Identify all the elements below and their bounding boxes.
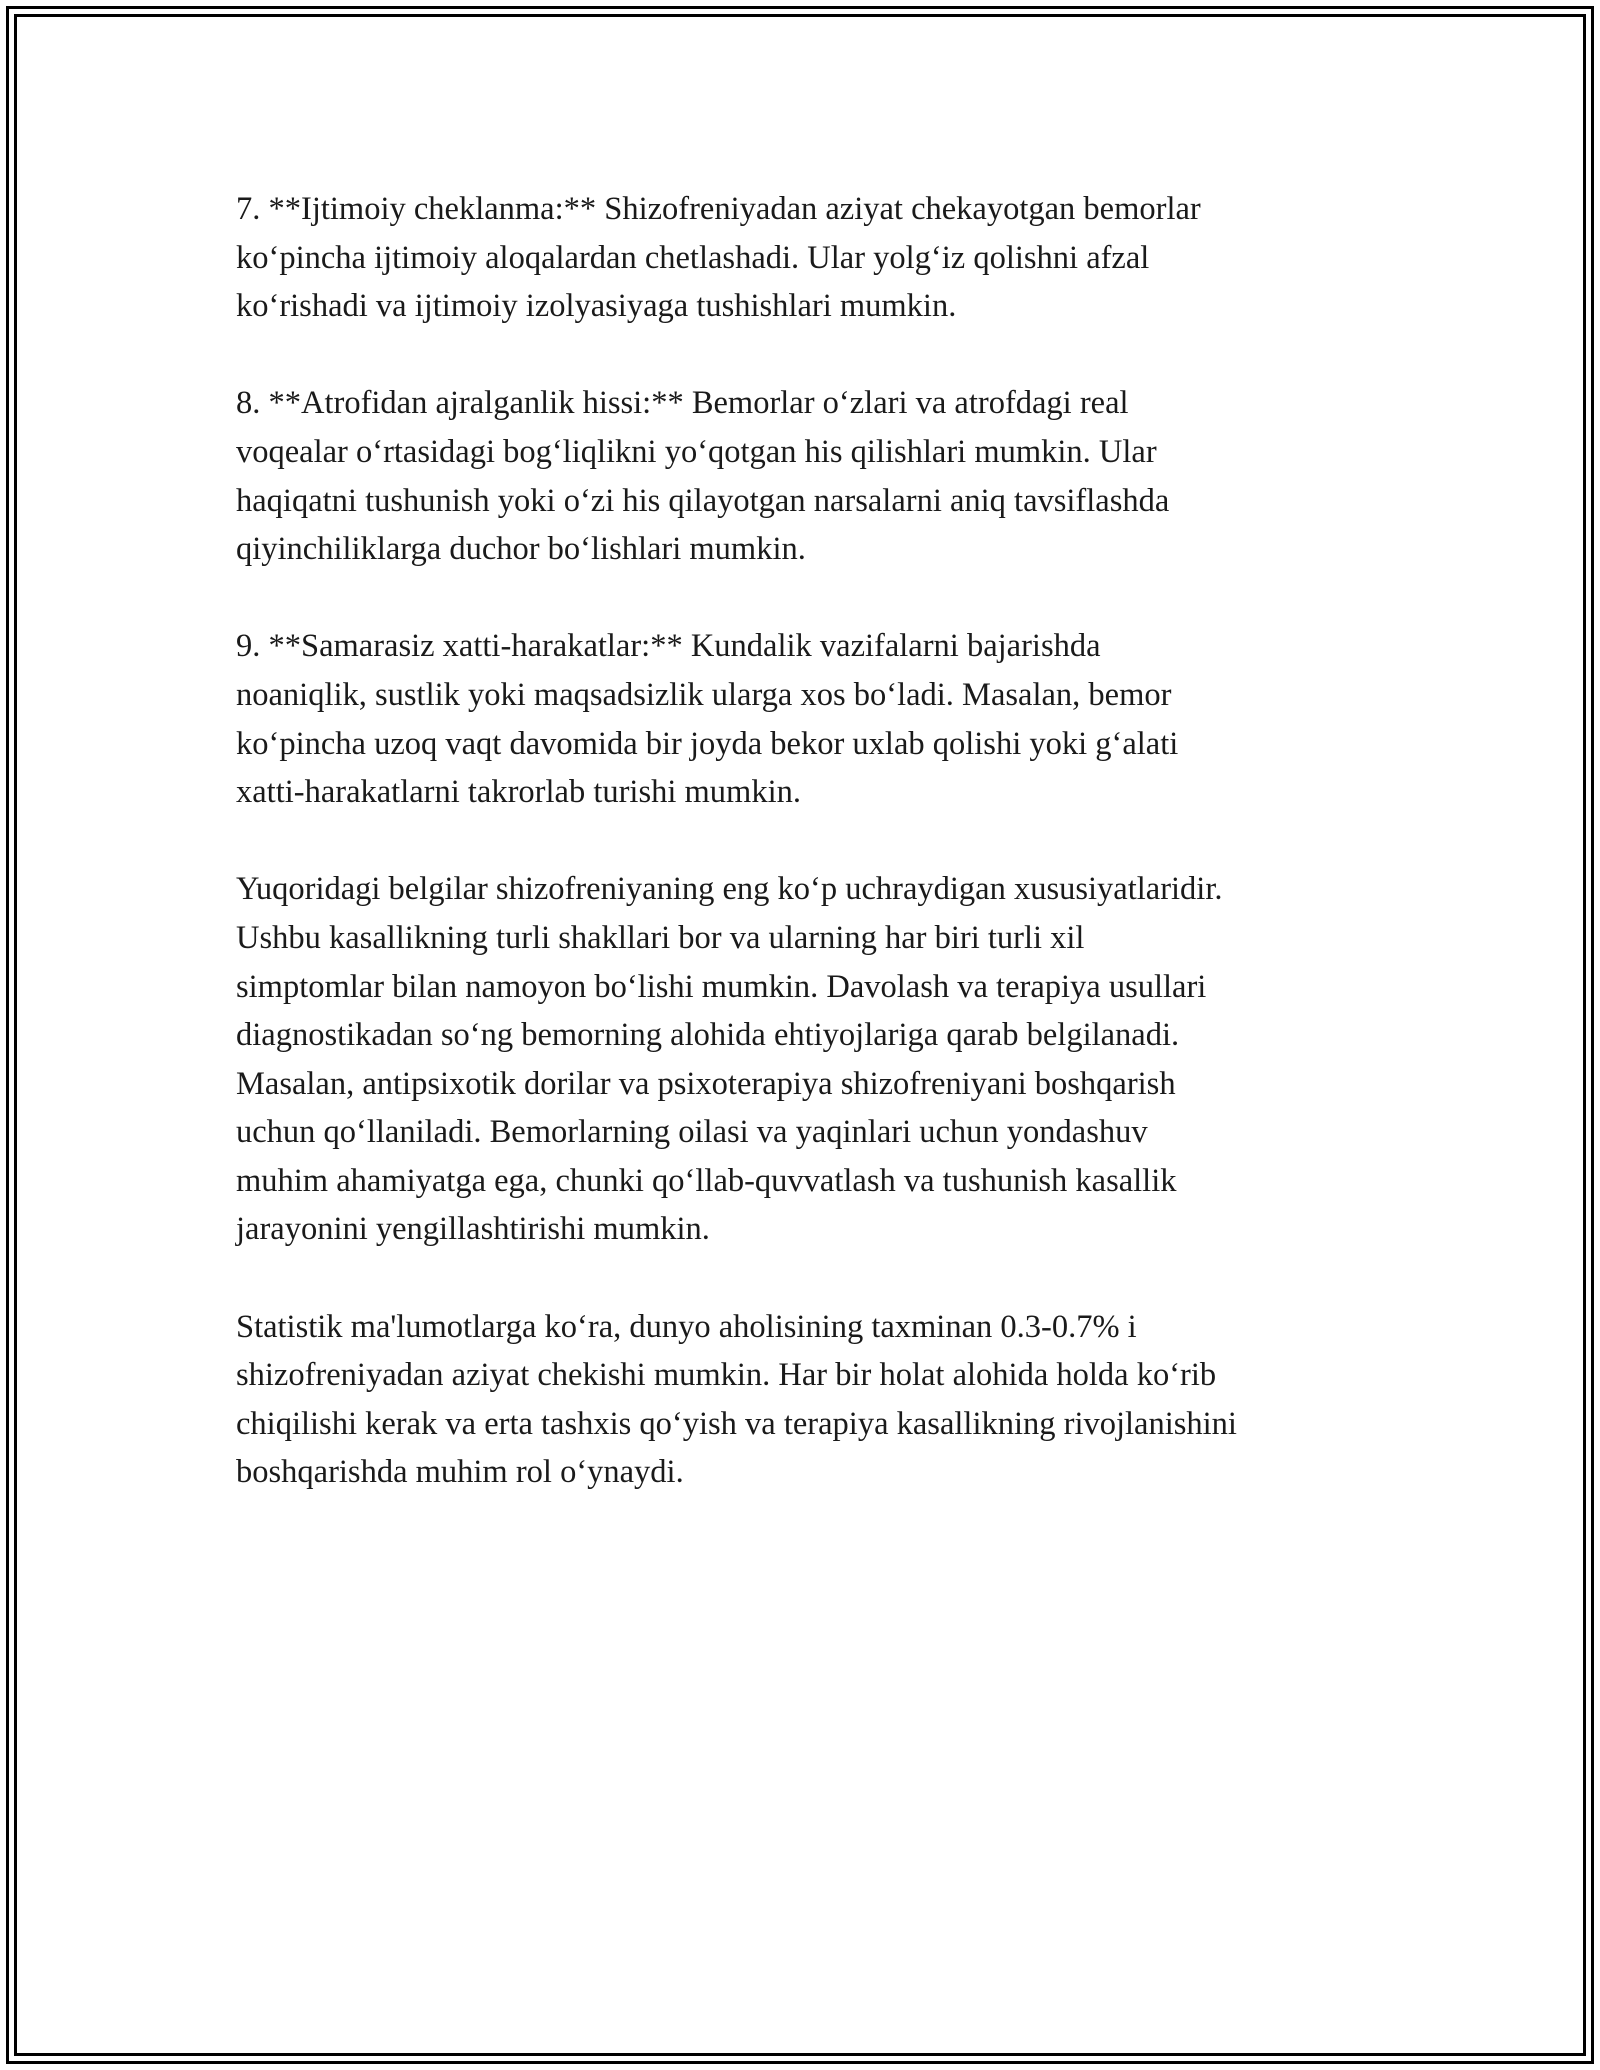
paragraph-item-8-detachment — [236, 379, 1376, 573]
text-line: ko‘pincha uzoq vaqt davomida bir joyda bekor uxlab qolishi yoki g‘alati — [236, 725, 1179, 762]
paragraph-summary — [236, 865, 1376, 1254]
text-line: uchun qo‘llaniladi. Bemorlarning oilasi va yaqinlari uchun yondashuv — [236, 1114, 1148, 1151]
text-line: Masalan, antipsixotik dorilar va psixoterapiya shizofreniyani boshqarish — [236, 1065, 1176, 1102]
text-line: chiqilishi kerak va erta tashxis qo‘yish va terapiya kasallikning rivojlanishini — [236, 1405, 1237, 1442]
paragraph-statistics — [236, 1303, 1376, 1497]
text-line: Ushbu kasallikning turli shakllari bor va ularning har biri turli xil — [236, 919, 1085, 956]
text-line: haqiqatni tushunish yoki o‘zi his qilayotgan narsalarni aniq tavsiflashda — [236, 482, 1170, 519]
text-line: xatti-harakatlarni takrorlab turishi mumkin. — [236, 774, 801, 811]
text-line: shizofreniyadan aziyat chekishi mumkin. Har bir holat alohida holda ko‘rib — [236, 1357, 1217, 1394]
text-line: Yuqoridagi belgilar shizofreniyaning eng ko‘p uchraydigan xususiyatlaridir. — [236, 871, 1223, 908]
text-line: Statistik ma'lumotlarga ko‘ra, dunyo aholisining taxminan 0.3-0.7% i — [236, 1308, 1137, 1345]
text-line: ko‘pincha ijtimoiy aloqalardan chetlashadi. Ular yolg‘iz qolishni afzal — [236, 239, 1150, 276]
text-line: diagnostikadan so‘ng bemorning alohida ehtiyojlariga qarab belgilanadi. — [236, 1017, 1180, 1054]
text-line: boshqarishda muhim rol o‘ynaydi. — [236, 1454, 684, 1491]
text-line: simptomlar bilan namoyon bo‘lishi mumkin. Davolash va terapiya usullari — [236, 968, 1207, 1005]
text-line: ko‘rishadi va ijtimoiy izolyasiyaga tushishlari mumkin. — [236, 288, 957, 325]
document-body — [236, 185, 1376, 1546]
text-line: jarayonini yengillashtirishi mumkin. — [236, 1211, 710, 1248]
text-line: qiyinchiliklarga duchor bo‘lishlari mumkin. — [236, 531, 806, 568]
text-line: 7. **Ijtimoiy cheklanma:** Shizofreniyadan aziyat chekayotgan bemorlar — [236, 191, 1201, 227]
text-line: voqealar o‘rtasidagi bog‘liqlikni yo‘qotgan his qilishlari mumkin. Ular — [236, 433, 1157, 470]
text-line: noaniqlik, sustlik yoki maqsadsizlik ularga xos bo‘ladi. Masalan, bemor — [236, 676, 1172, 713]
text-line: 9. **Samarasiz xatti-harakatlar:** Kundalik vazifalarni bajarishda — [236, 628, 1101, 665]
text-line: muhim ahamiyatga ega, chunki qo‘llab-quvvatlash va tushunish kasallik — [236, 1162, 1177, 1199]
paragraph-item-9-ineffective-behavior — [236, 622, 1376, 816]
paragraph-item-7-social-restriction — [236, 185, 1376, 331]
text-line: 8. **Atrofidan ajralganlik hissi:** Bemorlar o‘zlari va atrofdagi real — [236, 385, 1129, 422]
